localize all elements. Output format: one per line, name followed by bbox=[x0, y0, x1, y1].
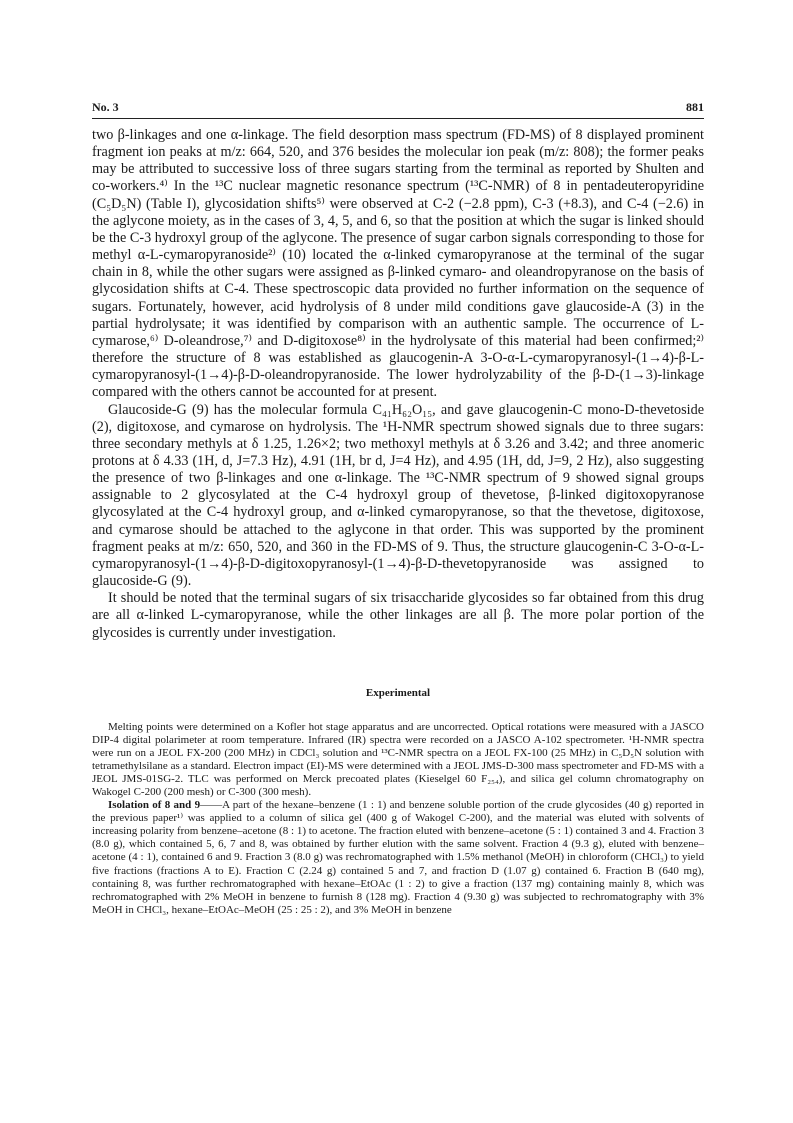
isolation-text: ——A part of the hexane–benzene (1 : 1) and benzene soluble portion of the crude glycosides (40 g) reported in the previous paper¹⁾ was applied to a column of silica gel (400 g of Wakogel C-200), and the material was eluted with solvents of increasing polarity from benzene–acetone (8 : 1) to acetone. The fraction eluted with benzene–acetone (5 : 1) contained 3 and 4. Fraction 3 (8.0 g), which contained 5, 6, 7 and 8, was obtained by further elution with the same solvent. Fraction 4 (9.3 g), eluted with benzene–acetone (4 : 1), contained 6 and 9. Fraction 3 (8.0 g) was rechromatographed with 1.5% methanol (MeOH) in chloroform (CHCl₃) to yield five fractions (fractions A to E). Fraction C (2.24 g) contained 5 and 7, and fraction D (1.07 g) contained 6. Fraction B (640 mg), containing 8, was further rechromatographed with hexane–EtOAc (1 : 2) to give a fraction (137 mg) containing mainly 8, which was rechromatographed with 2% MeOH in benzene to furnish 8 (128 mg). Fraction 4 (9.30 g) was subjected to rechromatography with 3% MeOH in CHCl₃, hexane–EtOAc–MeOH (25 : 25 : 2), and 3% MeOH in benzene bbox=[92, 799, 704, 916]
experimental-general-paragraph: Melting points were determined on a Kofler hot stage apparatus and are uncorrected. Optical rotations were measured with a JASCO DIP-4 digital polarimeter at room temperature. Infrared (IR) spectra were recorded on a JASCO A-102 spectrometer. ¹H-NMR spectra were run on a JEOL FX-200 (200 MHz) in CDCl₃ solution and ¹³C-NMR spectra on a JEOL FX-100 (25 MHz) in C₅D₅N solution with tetramethylsilane as a standard. Electron impact (EI)-MS were determined with a JEOL JMS-D-300 mass spectrometer and FD-MS with a JEOL JMS-01SG-2. TLC was performed on Merck precoated plates (Kieselgel 60 F₂₅₄), and silica gel column chromatography on Wakogel C-200 (200 mesh) or C-300 (300 mesh). bbox=[92, 721, 704, 799]
isolation-heading: Isolation of 8 and 9 bbox=[108, 799, 201, 812]
page-number: 881 bbox=[686, 100, 704, 114]
paragraph-structure-of-8: two β-linkages and one α-linkage. The field desorption mass spectrum (FD-MS) of 8 displayed prominent fragment ion peaks at m/z: 664, 520, and 376 besides the molecular ion peak (m/z: 808); the former peaks may be attributed to successive loss of three sugars starting from the terminal as reported by Shulten and co-workers.⁴⁾ In the ¹³C nuclear magnetic resonance spectrum (¹³C-NMR) of 8 in pentadeuteropyridine (C₅D₅N) (Table I), glycosidation shifts⁵⁾ were observed at C-2 (−2.8 ppm), C-3 (+8.3), and C-4 (−2.6) in the aglycone moiety, as in the cases of 3, 4, 5, and 6, so that the position at which the sugar is linked should be the C-3 hydroxyl group of the aglycone. The presence of sugar carbon signals corresponding to those for methyl α-L-cymaropyranoside²⁾ (10) located the α-linked cymaropyranose at the terminal of the sugar chain in 8, while the other sugars were assigned as β-linked cymaro- and oleandropyranose on the basis of glycosidation shifts at C-4. These spectroscopic data provided no further information on the sequence of sugars. Fortunately, however, acid hydrolysis of 8 under mild conditions gave glaucoside-A (3) in the partial hydrolysate; it was identified by comparison with an authentic sample. The occurrence of L-cymarose,⁶⁾ D-oleandrose,⁷⁾ and D-digitoxose⁸⁾ in the hydrolysate of this material had been confirmed;²⁾ therefore the structure of 8 was established as glaucogenin-A 3-O-α-L-cymaropyranosyl-(1→4)-β-L-cymaropyranosyl-(1→4)-β-D-oleandropyranoside. The lower hydrolyzability of the β-D-(1→3)-linkage compared with the others cannot be accounted for at present. bbox=[92, 127, 704, 401]
experimental-text bbox=[92, 721, 704, 917]
main-text bbox=[92, 127, 704, 642]
paragraph-glaucoside-g: Glaucoside-G (9) has the molecular formula C₄₁H₆₂O₁₅, and gave glaucogenin-C mono-D-thevetoside (2), digitoxose, and cymarose on hydrolysis. The ¹H-NMR spectrum showed signals due to three sugars: three secondary methyls at δ 1.25, 1.26×2; two methoxyl methyls at δ 3.26 and 3.42; and three anomeric protons at δ 4.33 (1H, d, J=7.3 Hz), 4.91 (1H, br d, J=4 Hz), and 4.95 (1H, dd, J=9, 2 Hz), also suggesting the presence of two β-linkages and one α-linkage. The ¹³C-NMR spectrum of 9 showed signal groups assignable to 2 glycosylated at the C-4 hydroxyl group of thevetose, β-linked digitoxopyranose glycosylated at the C-4 hydroxyl group, and α-linked cymaropyranose, so that the thevetose, digitoxose, and cymarose should be attached to the aglycone in that order. This was supported by the prominent fragment peaks at m/z: 650, 520, and 360 in the FD-MS of 9. Thus, the structure glaucogenin-C 3-O-α-L-cymaropyranosyl-(1→4)-β-D-digitoxopyranosyl-(1→4)-β-D-thevetopyranoside was assigned to glaucoside-G (9). bbox=[92, 401, 704, 590]
issue-number: No. 3 bbox=[92, 100, 119, 114]
header-rule bbox=[92, 118, 704, 119]
experimental-heading: Experimental bbox=[365, 687, 431, 699]
paragraph-conclusion: It should be noted that the terminal sugars of six trisaccharide glycosides so far obtained from this drug are all α-linked L-cymaropyranose, while the other linkages are all β. The more polar portion of the glycosides is currently under investigation. bbox=[92, 590, 704, 641]
isolation-paragraph bbox=[92, 799, 704, 916]
